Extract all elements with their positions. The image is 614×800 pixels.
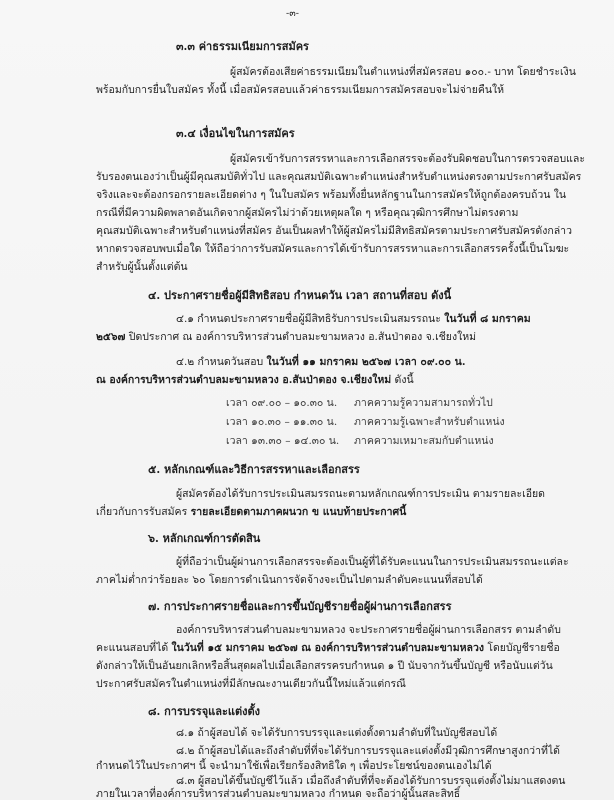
section-3-4-line-3: จริงและจะต้องกรอกรายละเอียดต่าง ๆ ในใบสมัคร พร้อมทั้งยื่นหลักฐานในการสมัครให้ถูกต้องครบถ้วน ใน [96, 189, 567, 201]
section-8-1: ๘.๑ ถ้าผู้สอบได้ จะได้รับการบรรจุและแต่งตั้งตามลำดับที่ในบัญชีสอบได้ [176, 727, 498, 739]
section-7-suffix: โดยบัญชีรายชื่อ [487, 642, 560, 654]
section-4-1-text: ๔.๑ กำหนดประกาศรายชื่อผู้มีสิทธิรับการประเมินสมรรถนะ [176, 313, 441, 325]
section-4-2-line-1 [176, 356, 466, 368]
schedule-part-1: ภาคความรู้ความสามารถทั่วไป [354, 397, 493, 409]
schedule-part-3: ภาคความเหมาะสมกับตำแหน่ง [354, 435, 494, 447]
section-3-4-line-2: รับรองตนเองว่าเป็นผู้มีคุณสมบัติทั่วไป และคุณสมบัติเฉพาะตำแหน่งสำหรับตำแหน่งตรงตามประกาศรับสมัคร [96, 171, 582, 183]
schedule-time-3: เวลา ๑๓.๓๐ – ๑๔.๓๐ น. [226, 435, 340, 447]
section-3-4-line-7: สำหรับผู้นั้นตั้งแต่ต้น [96, 261, 188, 273]
section-4-heading: ๔. ประกาศรายชื่อผู้มีสิทธิสอบ กำหนดวัน เวลา สถานที่สอบ ดังนี้ [148, 289, 452, 302]
section-4-2-suffix: ดังนี้ [394, 374, 414, 386]
section-7-text: คะแนนสอบที่ได้ [96, 642, 169, 654]
section-8-3-line-1: ๘.๓ ผู้สอบได้ขึ้นบัญชีไว้แล้ว เมื่อถึงลำดับที่ที่จะต้องได้รับการบรรจุแต่งตั้งไม่มาแสดงตน [176, 775, 566, 787]
section-5-line-1: ผู้สมัครต้องได้รับการประเมินสมรรถนะตามหลักเกณฑ์การประเมิน ตามรายละเอียด [176, 488, 545, 500]
section-4-1-place: ปิดประกาศ ณ องค์การบริหารส่วนตำบลมะขามหลวง อ.สันป่าตอง จ.เชียงใหม่ [128, 331, 477, 343]
section-8-3-line-2: ภายในเวลาที่องค์การบริหารส่วนตำบลมะขามหลวง กำหนด จะถือว่าผู้นั้นสละสิทธิ์ [96, 788, 461, 800]
section-4-1-year: ๒๕๖๗ [96, 331, 126, 343]
schedule-part-2: ภาคความรู้เฉพาะสำหรับตำแหน่ง [354, 416, 505, 428]
section-8-heading: ๘. การบรรจุและแต่งตั้ง [148, 705, 260, 718]
section-3-4-line-1: ผู้สมัครเข้ารับการสรรหาและการเลือกสรรจะต้องรับผิดชอบในการตรวจสอบและ [230, 153, 585, 165]
section-3-4-line-5: คุณสมบัติเฉพาะสำหรับตำแหน่งที่สมัคร อันเป็นผลทำให้ผู้สมัครไม่มีสิทธิสมัครตามประกาศรับสมัครดังกล่าว [96, 225, 572, 237]
section-5-appendix: รายละเอียดตามภาคผนวก ข แนบท้ายประกาศนี้ [190, 506, 407, 518]
section-7-heading: ๗. การประกาศรายชื่อและการขึ้นบัญชีรายชื่อผู้ผ่านการเลือกสรร [148, 600, 452, 613]
page-number: -๓- [286, 8, 299, 19]
section-7-date-place: ในวันที่ ๑๕ มกราคม ๒๕๖๗ ณ องค์การบริหารส่วนตำบลมะขามหลวง [171, 642, 484, 654]
section-6-line-2: ภาคไม่ต่ำกว่าร้อยละ ๖๐ โดยการดำเนินการจัดจ้างจะเป็นไปตามลำดับคะแนนที่สอบได้ [96, 574, 483, 586]
section-3-4-line-6: หากตรวจสอบพบเมื่อใด ให้ถือว่าการรับสมัครและการได้เข้ารับการสรรหาและการเลือกสรรครั้งนี้เป็นโมฆะ [96, 243, 570, 255]
section-8-2-line-1: ๘.๒ ถ้าผู้สอบได้และถึงลำดับที่ที่จะได้รับการบรรจุและแต่งตั้งมีวุฒิการศึกษาสูงกว่าที่ได้ [176, 745, 560, 757]
section-5-heading: ๕. หลักเกณฑ์และวิธีการสรรหาและเลือกสรร [148, 463, 360, 476]
section-3-3-line-1: ผู้สมัครต้องเสียค่าธรรมเนียมในตำแหน่งที่สมัครสอบ ๑๐๐.- บาท โดยชำระเงิน [230, 66, 576, 78]
section-5-line-2 [96, 506, 406, 518]
section-4-2-text: ๔.๒ กำหนดวันสอบ [176, 356, 264, 368]
section-4-1-line-2 [96, 331, 476, 343]
section-3-4-heading: ๓.๔ เงื่อนไขในการสมัคร [176, 127, 295, 140]
section-4-1-date: ในวันที่ ๘ มกราคม [444, 313, 531, 325]
section-6-heading: ๖. หลักเกณฑ์การตัดสิน [148, 532, 261, 545]
section-3-4-line-4: กรณีที่มีความผิดพลาดอันเกิดจากผู้สมัครไม่ว่าด้วยเหตุผลใด ๆ หรือคุณวุฒิการศึกษาไม่ตรงตาม [96, 207, 519, 219]
section-7-line-3: ดังกล่าวให้เป็นอันยกเลิกหรือสิ้นสุดผลไปเมื่อเลือกสรรครบกำหนด ๑ ปี นับจากวันขึ้นบัญชี หรือนับแต่วัน [96, 660, 553, 672]
section-4-2-line-2 [96, 374, 414, 386]
section-4-2-place: ณ องค์การบริหารส่วนตำบลมะขามหลวง อ.สันป่าตอง จ.เชียงใหม่ [96, 374, 392, 386]
section-4-2-date: ในวันที่ ๑๑ มกราคม ๒๕๖๗ เวลา ๐๙.๐๐ น. [266, 356, 466, 368]
section-7-line-2 [96, 642, 560, 654]
section-7-line-1: องค์การบริหารส่วนตำบลมะขามหลวง จะประกาศรายชื่อผู้ผ่านการเลือกสรร ตามลำดับ [176, 624, 561, 636]
section-4-1-line-1 [176, 313, 531, 325]
section-5-text: เกี่ยวกับการรับสมัคร [96, 506, 188, 518]
schedule-time-2: เวลา ๑๐.๓๐ – ๑๑.๓๐ น. [226, 416, 338, 428]
section-7-line-4: ประกาศรับสมัครในตำแหน่งที่มีลักษณะงานเดียวกันนี้ใหม่แล้วแต่กรณี [96, 678, 406, 690]
section-3-3-line-2: พร้อมกับการยื่นใบสมัคร ทั้งนี้ เมื่อสมัครสอบแล้วค่าธรรมเนียมการสมัครสอบจะไม่จ่ายคืนให้ [96, 84, 505, 96]
section-3-3-heading: ๓.๓ ค่าธรรมเนียมการสมัคร [176, 40, 309, 53]
section-8-2-line-2: กำหนดไว้ในประกาศฯ นี้ จะนำมาใช้เพื่อเรียกร้องสิทธิใด ๆ เพื่อประโยชน์ของตนเองไม่ได้ [96, 760, 492, 772]
schedule-time-1: เวลา ๐๙.๐๐ – ๑๐.๓๐ น. [226, 397, 338, 409]
section-6-line-1: ผู้ที่ถือว่าเป็นผู้ผ่านการเลือกสรรจะต้องเป็นผู้ที่ได้รับคะแนนในการประเมินสมรรถนะแต่ละ [176, 556, 569, 568]
